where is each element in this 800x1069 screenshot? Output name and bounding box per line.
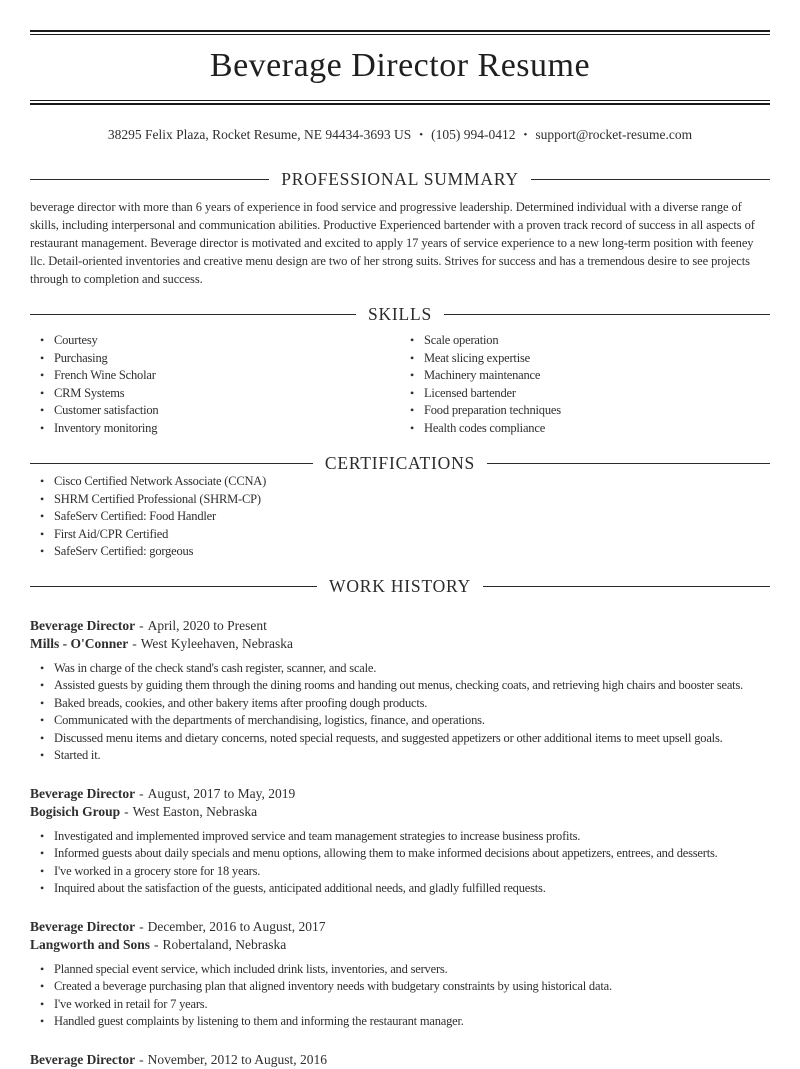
dash-separator: - (139, 617, 144, 633)
bullet-marker: • (40, 368, 45, 382)
certification-item (40, 526, 770, 544)
contact-separator-dot: • (523, 129, 528, 141)
bullet-marker: • (40, 979, 45, 993)
bullet-marker: • (40, 474, 45, 488)
job-dates: April, 2020 to Present (147, 617, 267, 633)
bullet-marker: • (40, 385, 45, 400)
job-company: Mills - O'Conner (30, 635, 129, 651)
dash-separator: - (139, 918, 144, 934)
bullet-marker: • (410, 333, 415, 347)
skill-label: CRM Systems (54, 385, 125, 400)
job-bullet-list (30, 961, 770, 1031)
job-location: Robertaland, Nebraska (162, 936, 287, 952)
job-bullet-text: Created a beverage purchasing plan that aligned inventory needs with budgetary constraints by using historical data. (54, 979, 612, 993)
job-bullet-text: I've worked in a grocery store for 18 years. (54, 863, 261, 878)
bullet-marker: • (410, 420, 415, 435)
job-bullet-text: Assisted guests by guiding them through the dining rooms and handing out menus, checking coats, and retrieving high chairs and booster seats. (54, 678, 744, 692)
professional-summary-text: beverage director with more than 6 years of experience in food service and progressive leadership. Determined individual with a diverse range of skills, including interpersonal and communication abilities. Productive Experienced bartender with a proven track record of success in all aspects of restaurant management. Beverage director is motivated and excited to apply 17 years of service experience to a new long-term position with feeney llc. Detail-oriented inventories and creative menu design are two of her strong suits. Strives for success and has a tremendous desire to see projects through to completion and success. (30, 200, 755, 286)
job-bullet-text: Inquired about the satisfaction of the guests, anticipated additional needs, and gladly fulfilled requests. (54, 881, 546, 895)
job-bullet-item (40, 660, 770, 678)
bullet-marker: • (40, 730, 45, 745)
skills-column-right (400, 332, 770, 437)
job-bullet-item (40, 978, 770, 996)
job-bullet-item (40, 880, 770, 898)
job-bullet-item (40, 747, 770, 765)
job-bullet-item (40, 677, 770, 695)
job-bullet-list (30, 828, 770, 898)
job-location: West Kyleehaven, Nebraska (140, 635, 293, 651)
job-entry (30, 918, 770, 1031)
dash-separator: - (124, 803, 129, 819)
certification-label: Cisco Certified Network Associate (CCNA) (54, 474, 267, 488)
skill-label: Health codes compliance (424, 420, 546, 435)
job-bullet-text: Investigated and implemented improved service and team management strategies to increase business profits. (54, 828, 581, 843)
section-title: CERTIFICATIONS (324, 452, 476, 473)
bullet-marker: • (410, 350, 415, 365)
skill-label: Customer satisfaction (54, 403, 159, 417)
bullet-marker: • (40, 1014, 45, 1028)
job-bullet-text: Started it. (54, 748, 101, 762)
section-title: SKILLS (367, 303, 433, 324)
dash-separator: - (154, 936, 159, 952)
skill-item (40, 367, 400, 385)
job-title: Beverage Director (30, 785, 136, 801)
job-bullet-text: Planned special event service, which included drink lists, inventories, and servers. (54, 961, 448, 976)
job-bullet-text: Baked breads, cookies, and other bakery items after proofing dough products. (54, 695, 428, 710)
job-company-line (30, 803, 770, 821)
top-double-rule (30, 30, 770, 35)
job-bullet-text: Handled guest complaints by listening to them and informing the restaurant manager. (54, 1014, 464, 1028)
section-heading-professional-summary (30, 169, 770, 189)
bullet-marker: • (40, 713, 45, 727)
bullet-marker: • (40, 333, 45, 347)
bullet-marker: • (40, 881, 45, 895)
bullet-marker: • (40, 491, 45, 506)
job-dates: December, 2016 to August, 2017 (147, 918, 326, 934)
section-heading-skills (30, 304, 770, 324)
bullet-marker: • (40, 695, 45, 710)
skill-item (40, 385, 400, 403)
job-title: Beverage Director (30, 1051, 136, 1067)
bullet-marker: • (40, 509, 45, 523)
certification-label: SHRM Certified Professional (SHRM-CP) (54, 491, 261, 506)
heading-rule-left (30, 314, 356, 315)
job-title-line (30, 785, 770, 803)
certification-item (40, 473, 770, 491)
skill-item (40, 420, 400, 438)
certification-label: SafeServ Certified: gorgeous (54, 544, 194, 558)
skill-label: Machinery maintenance (424, 368, 541, 382)
job-title-line (30, 1051, 770, 1069)
bullet-marker: • (40, 828, 45, 843)
contact-separator-dot: • (419, 129, 424, 141)
job-company-line (30, 936, 770, 954)
heading-rule-right (444, 314, 770, 315)
skill-label: French Wine Scholar (54, 368, 156, 382)
heading-rule-right (531, 179, 770, 180)
certifications-list (30, 473, 770, 561)
job-bullet-item (40, 712, 770, 730)
bullet-marker: • (410, 403, 415, 417)
job-entry (30, 617, 770, 765)
section-heading-work-history (30, 577, 770, 597)
job-bullet-item (40, 961, 770, 979)
job-title-line (30, 918, 770, 936)
resume-document (0, 30, 800, 1069)
work-history-jobs (30, 617, 770, 1069)
bullet-marker: • (40, 403, 45, 417)
dash-separator: - (139, 1051, 144, 1067)
job-dates: August, 2017 to May, 2019 (147, 785, 296, 801)
job-bullet-list (30, 660, 770, 765)
contact-address: 38295 Felix Plaza, Rocket Resume, NE 94434-3693 US (107, 127, 412, 142)
bullet-marker: • (40, 863, 45, 878)
skill-label: Licensed bartender (424, 385, 516, 400)
job-company-line (30, 635, 770, 653)
job-bullet-item (40, 996, 770, 1014)
skill-item (410, 385, 770, 403)
skill-item (410, 402, 770, 420)
skill-item (40, 402, 400, 420)
job-bullet-item (40, 863, 770, 881)
job-bullet-item (40, 828, 770, 846)
job-dates: November, 2012 to August, 2016 (147, 1051, 328, 1067)
skill-label: Purchasing (54, 350, 108, 365)
job-title: Beverage Director (30, 918, 136, 934)
bullet-marker: • (410, 385, 415, 400)
bullet-marker: • (40, 660, 45, 675)
bullet-marker: • (40, 996, 45, 1011)
job-bullet-text: Informed guests about daily specials and menu options, allowing them to make informed decisions about appetizers, entrees, and desserts. (54, 846, 718, 860)
skills-column-left (30, 332, 400, 437)
section-heading-certifications (30, 453, 770, 473)
contact-line (30, 127, 770, 143)
bullet-marker: • (410, 368, 415, 382)
skill-item (410, 350, 770, 368)
skill-item (40, 350, 400, 368)
contact-phone: (105) 994-0412 (431, 127, 516, 142)
bullet-marker: • (40, 420, 45, 435)
heading-rule-left (30, 179, 269, 180)
job-location: West Easton, Nebraska (132, 803, 258, 819)
job-bullet-text: Was in charge of the check stand's cash register, scanner, and scale. (54, 660, 377, 675)
contact-email: support@rocket-resume.com (535, 127, 693, 142)
dash-separator: - (139, 785, 144, 801)
certification-label: First Aid/CPR Certified (54, 526, 169, 541)
bullet-marker: • (40, 544, 45, 558)
skill-item (410, 367, 770, 385)
section-title: PROFESSIONAL SUMMARY (281, 168, 519, 189)
heading-rule-left (30, 463, 313, 464)
certification-label: SafeServ Certified: Food Handler (54, 509, 216, 523)
bullet-marker: • (40, 846, 45, 860)
job-bullet-text: Communicated with the departments of merchandising, logistics, finance, and operations. (54, 713, 485, 727)
section-title: WORK HISTORY (329, 576, 471, 596)
job-entry (30, 1051, 770, 1069)
job-bullet-item (40, 845, 770, 863)
bullet-marker: • (40, 678, 45, 692)
heading-rule-left (30, 586, 317, 587)
job-entry (30, 785, 770, 898)
bullet-marker: • (40, 526, 45, 541)
job-title-line (30, 617, 770, 635)
job-title: Beverage Director (30, 617, 136, 633)
skill-label: Courtesy (54, 333, 98, 347)
certification-item (40, 543, 770, 561)
skills-columns (30, 332, 770, 437)
job-bullet-item (40, 730, 770, 748)
skill-label: Scale operation (424, 333, 499, 347)
bullet-marker: • (40, 350, 45, 365)
skill-label: Food preparation techniques (424, 403, 561, 417)
job-bullet-item (40, 695, 770, 713)
job-company: Bogisich Group (30, 803, 121, 819)
bullet-marker: • (40, 748, 45, 762)
skill-label: Meat slicing expertise (424, 350, 530, 365)
skill-item (40, 332, 400, 350)
bullet-marker: • (40, 961, 45, 976)
job-company: Langworth and Sons (30, 936, 151, 952)
job-bullet-text: I've worked in retail for 7 years. (54, 996, 208, 1011)
job-bullet-text: Discussed menu items and dietary concerns, noted special requests, and suggested appetizers or other additional items to meet upsell goals. (54, 730, 723, 745)
skill-item (410, 420, 770, 438)
certification-item (40, 491, 770, 509)
heading-rule-right (487, 463, 770, 464)
skill-label: Inventory monitoring (54, 420, 158, 435)
bottom-double-rule (30, 100, 770, 105)
heading-rule-right (483, 586, 770, 587)
dash-separator: - (132, 635, 137, 651)
page-title: Beverage Director Resume (209, 47, 591, 84)
job-bullet-item (40, 1013, 770, 1031)
certification-item (40, 508, 770, 526)
skill-item (410, 332, 770, 350)
